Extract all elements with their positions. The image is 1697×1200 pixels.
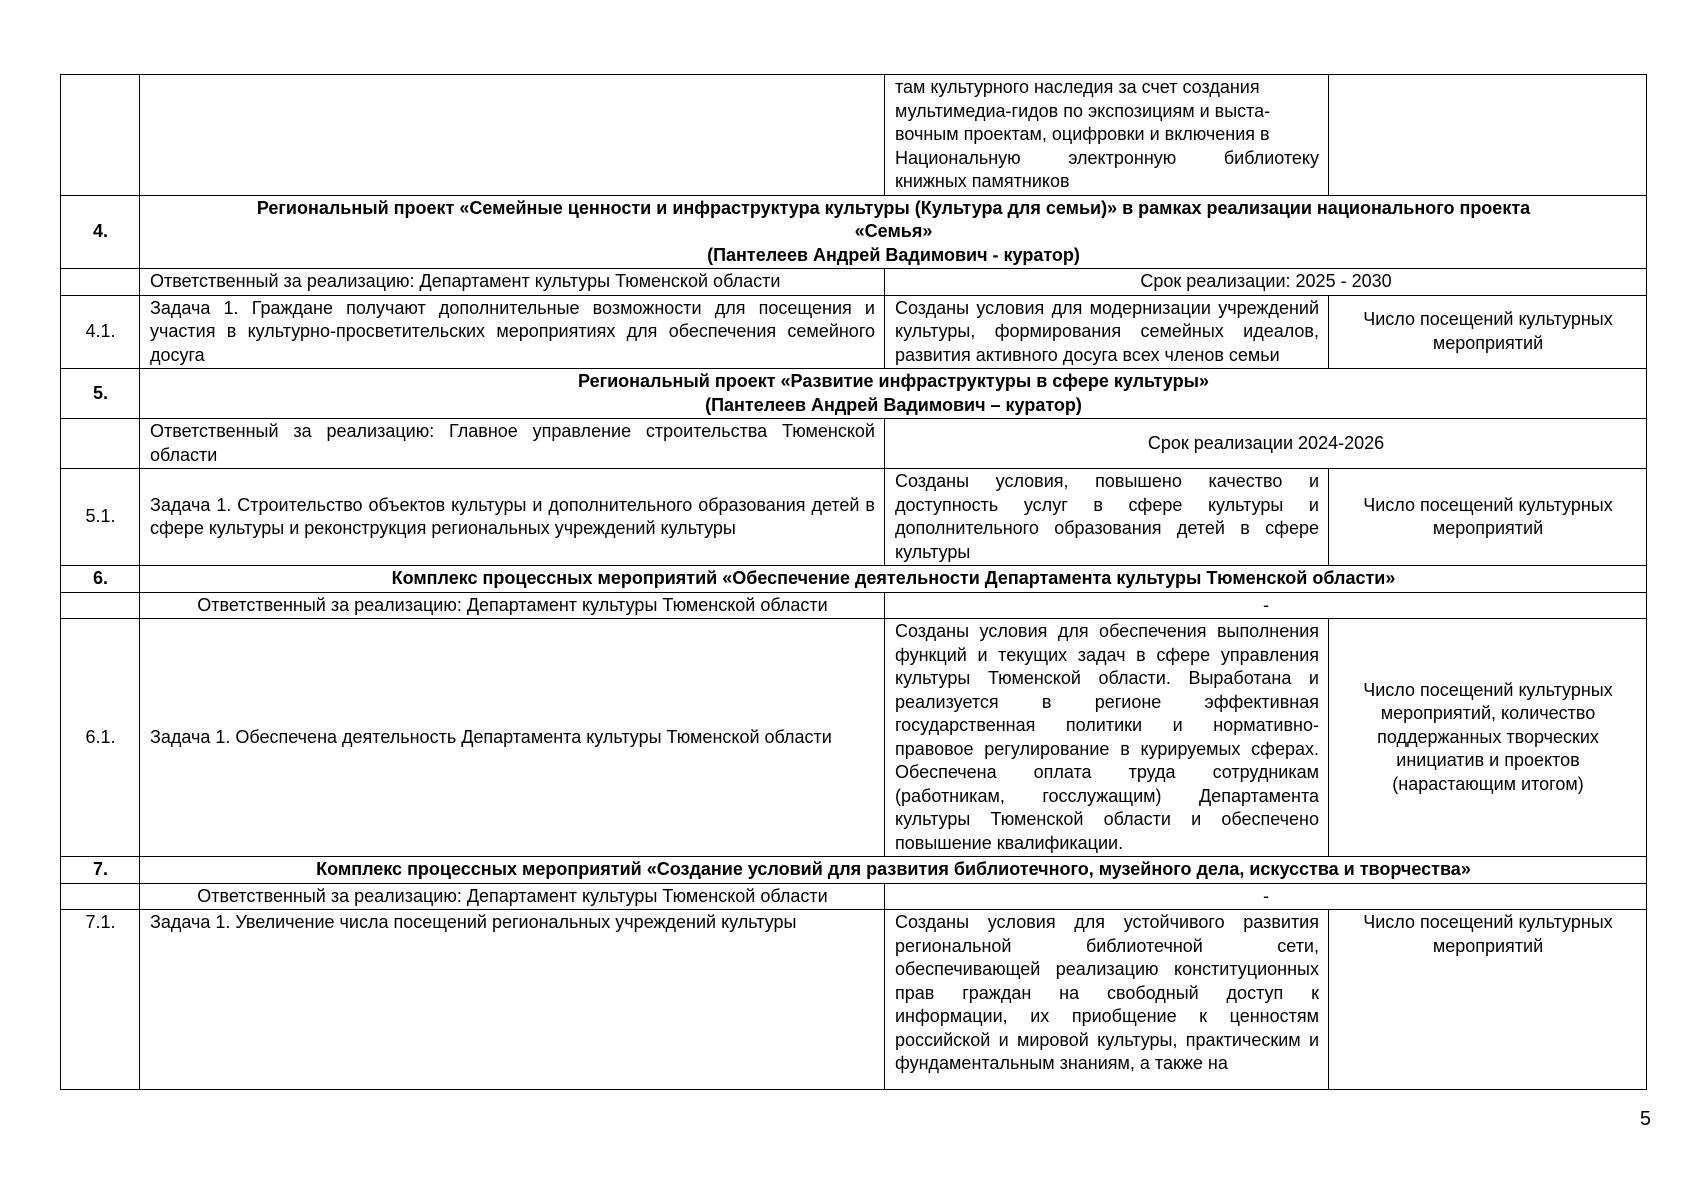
indicator-line: инициатив и проектов: [1396, 750, 1580, 771]
section-number: 6.: [61, 566, 140, 593]
section-title: [140, 857, 1647, 884]
number-cell: [61, 592, 140, 619]
task-cell: Задача 1. Граждане получают дополнительные возможности для посещения и участия в культурно-просветительских мероприятиях для обеспечения семейного досуга: [140, 295, 885, 369]
task-number: 4.1.: [61, 295, 140, 369]
responsible-row: [61, 592, 1647, 619]
result-line: там культурного наследия за счет создания: [895, 77, 1260, 97]
section-header-row: [61, 369, 1647, 419]
result-cell: Созданы условия, повышено качество и доступность услуг в сфере культуры и дополнительного образования детей в сфере культуры: [885, 469, 1329, 566]
section-title-line: Комплекс процессных мероприятий «Создание условий для развития библиотечного, музейного дела, искусства и творчества»: [316, 859, 1471, 879]
responsible-cell: Ответственный за реализацию: Главное управление строительства Тюменской области: [140, 419, 885, 469]
indicator-line: Число посещений культурных: [1363, 679, 1613, 700]
section-title-line: Региональный проект «Семейные ценности и инфраструктура культуры (Культура для семьи)» в рамках реализации национального проекта: [256, 197, 1531, 218]
term-cell: Срок реализации: 2025 - 2030: [885, 269, 1647, 296]
indicator-line: (нарастающим итогом): [1392, 773, 1584, 794]
result-line: Национальную электронную библиотеку: [895, 147, 1319, 168]
responsible-cell: Ответственный за реализацию: Департамент культуры Тюменской области: [140, 883, 885, 910]
table-row: [61, 469, 1647, 566]
responsible-row: [61, 883, 1647, 910]
result-line: мультимедиа-гидов по экспозициям и выста-: [895, 100, 1271, 121]
result-cell: Созданы условия для устойчивого развития региональной библиотечной сети, обеспечивающей реализацию конституционных прав граждан на свободный доступ к информации, их приобщение к ценностям российской и мировой культуры, практическим и фундаментальным знаниям, а также на: [885, 910, 1329, 1090]
task-number: 6.1.: [61, 619, 140, 857]
task-cell: Задача 1. Строительство объектов культуры и дополнительного образования детей в сфере культуры и реконструкция региональных учреждений культуры: [140, 469, 885, 566]
section-title-line: Комплекс процессных мероприятий «Обеспечение деятельности Департамента культуры Тюменской области»: [391, 568, 1396, 588]
term-cell: Срок реализации 2024-2026: [885, 419, 1647, 469]
term-cell: -: [885, 883, 1647, 910]
responsible-row: [61, 269, 1647, 296]
table-row-continuation: [61, 75, 1647, 196]
indicator-cell: Число посещений культурных мероприятий: [1329, 910, 1647, 1090]
task-cell: [140, 75, 885, 196]
result-cell: Созданы условия для модернизации учреждений культуры, формирования семейных идеалов, развития активного досуга всех членов семьи: [885, 295, 1329, 369]
section-header-row: [61, 566, 1647, 593]
section-title-line: «Семья»: [854, 221, 933, 241]
section-number: 4.: [61, 195, 140, 269]
section-header-row: [61, 195, 1647, 269]
result-cell: [885, 75, 1329, 196]
section-title: [140, 566, 1647, 593]
number-cell: [61, 419, 140, 469]
page-number: 5: [1639, 1108, 1651, 1130]
section-title-line: (Пантелеев Андрей Вадимович - куратор): [707, 244, 1080, 265]
result-cell: Созданы условия для обеспечения выполнения функций и текущих задач в сфере управления культуры Тюменской области. Выработана и реализуется в регионе эффективная государственная политики и нормативно-правовое регулирование в курируемых сферах. Обеспечена оплата труда сотрудникам (работникам, госслужащим) Департамента культуры Тюменской области и обеспечено повышение квалификации.: [885, 619, 1329, 857]
responsible-cell: Ответственный за реализацию: Департамент культуры Тюменской области: [140, 269, 885, 296]
responsible-cell: Ответственный за реализацию: Департамент культуры Тюменской области: [140, 592, 885, 619]
section-number: 5.: [61, 369, 140, 419]
section-title-line: Региональный проект «Развитие инфраструктуры в сфере культуры»: [578, 371, 1209, 391]
indicator-cell: [1329, 619, 1647, 857]
indicator-line: мероприятий, количество: [1380, 703, 1596, 724]
indicator-cell: Число посещений культурных мероприятий: [1329, 469, 1647, 566]
program-structure-table: [60, 74, 1647, 1090]
result-line: книжных памятников: [895, 171, 1070, 191]
section-title-line: (Пантелеев Андрей Вадимович – куратор): [705, 394, 1082, 415]
section-title: [140, 195, 1647, 269]
section-title: [140, 369, 1647, 419]
number-cell: [61, 883, 140, 910]
table-row: [61, 619, 1647, 857]
table-row: [61, 295, 1647, 369]
term-cell: -: [885, 592, 1647, 619]
task-number: 5.1.: [61, 469, 140, 566]
responsible-row: [61, 419, 1647, 469]
section-number: 7.: [61, 857, 140, 884]
table-row: [61, 910, 1647, 1090]
indicator-cell: [1329, 75, 1647, 196]
task-cell: Задача 1. Увеличение числа посещений региональных учреждений культуры: [140, 910, 885, 1090]
indicator-cell: Число посещений культурных мероприятий: [1329, 295, 1647, 369]
indicator-line: поддержанных творческих: [1377, 726, 1599, 747]
task-cell: Задача 1. Обеспечена деятельность Департамента культуры Тюменской области: [140, 619, 885, 857]
section-header-row: [61, 857, 1647, 884]
number-cell: [61, 75, 140, 196]
result-line: вочным проектам, оцифровки и включения в: [895, 124, 1270, 144]
number-cell: [61, 269, 140, 296]
task-number: 7.1.: [61, 910, 140, 1090]
